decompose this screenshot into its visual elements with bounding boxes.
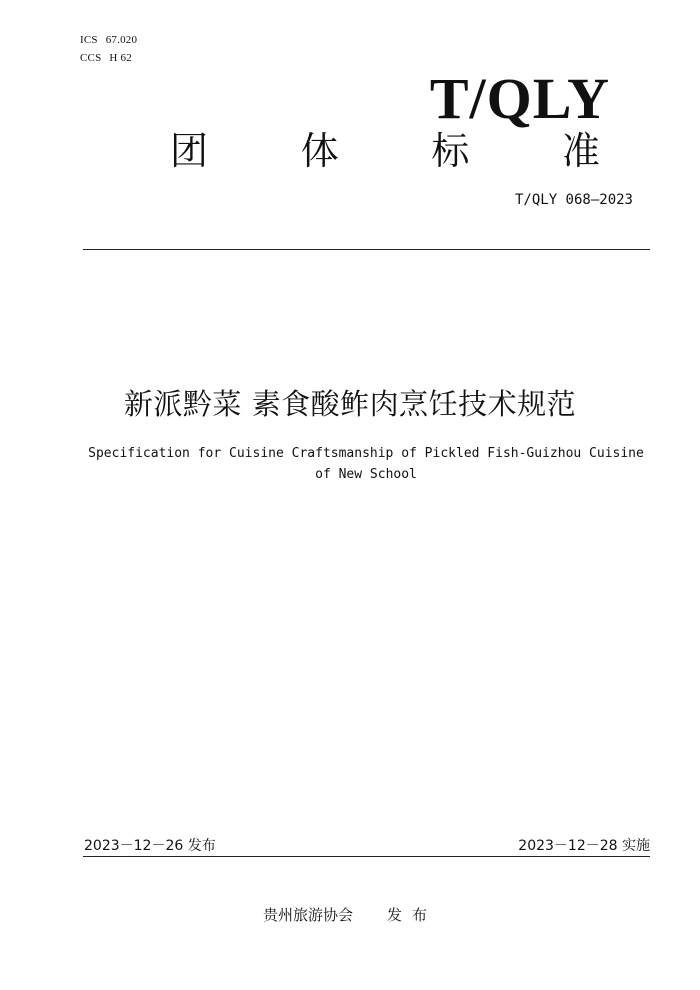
implementation-date: 2023－12－28 实施 (518, 838, 650, 854)
title-english (80, 443, 652, 485)
ccs-code (80, 52, 132, 64)
publisher (0, 904, 700, 925)
title-chinese: 新派黔菜 素食酸鲊肉烹饪技术规范 (123, 387, 577, 421)
title-english-line: Specification for Cuisine Craftsmanship of Pickled Fish-Guizhou Cuisine (88, 446, 644, 461)
doc-type-char: 团 (170, 129, 209, 173)
publisher-name: 贵州旅游协会 (262, 906, 353, 924)
ics-code (80, 34, 137, 46)
bottom-divider (83, 856, 650, 857)
ics-label: ICS (80, 34, 98, 46)
doc-type-char: 准 (561, 129, 600, 173)
issue-date: 2023－12－26 发布 (84, 838, 216, 854)
standard-number: T/QLY 068—2023 (514, 192, 633, 208)
doc-type-char: 体 (300, 129, 339, 173)
standard-mark: T/QLY (429, 66, 610, 131)
document-type (170, 129, 600, 173)
publisher-action: 发布 (387, 906, 438, 924)
title-english-line: of New School (315, 467, 417, 482)
ics-value: 67.020 (105, 34, 138, 46)
doc-type-char: 标 (431, 129, 470, 173)
top-divider (83, 249, 650, 250)
ccs-value: H 62 (109, 52, 132, 64)
ccs-label: CCS (80, 52, 102, 64)
